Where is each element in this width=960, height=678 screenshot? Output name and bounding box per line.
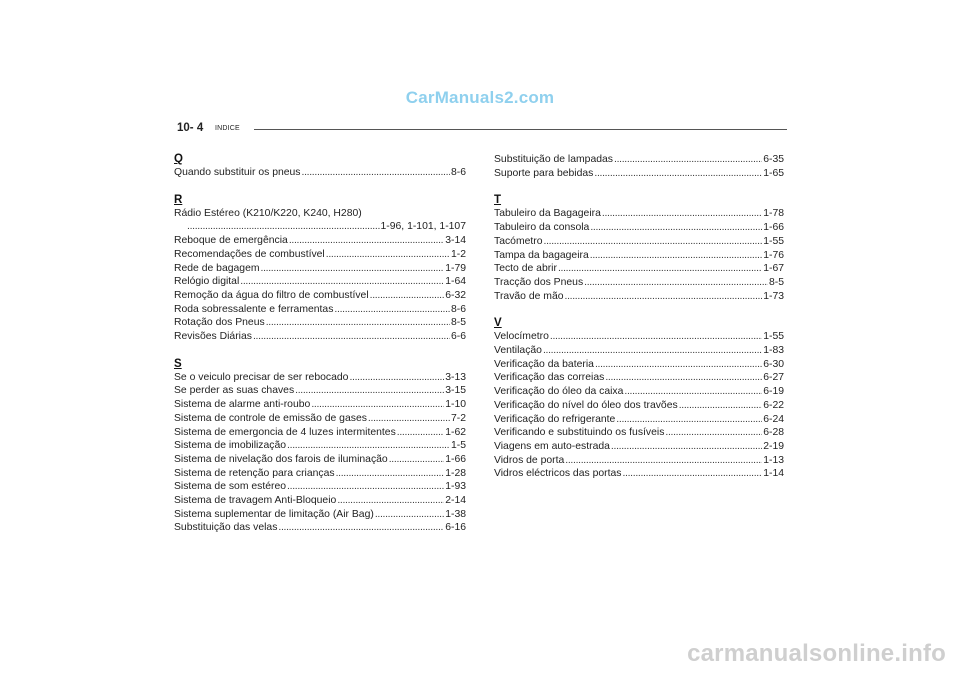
entry-title: Se perder as suas chaves — [174, 385, 295, 397]
entry-page-ref: 1-78 — [763, 208, 784, 220]
dot-leader — [311, 398, 444, 412]
dot-leader — [616, 413, 762, 427]
index-entry — [494, 276, 784, 290]
entry-page-ref: 1-55 — [763, 331, 784, 343]
index-entry — [494, 344, 784, 358]
entry-page-ref: 8-6 — [450, 167, 466, 178]
dot-leader — [368, 412, 450, 426]
index-entry — [174, 248, 466, 262]
entry-title: Tabuleiro da consola — [494, 222, 590, 234]
entry-page-ref: 3-14 — [445, 235, 466, 247]
entry-page-ref: 1-65 — [763, 167, 784, 179]
entry-page-ref: 6-16 — [445, 522, 466, 534]
index-entry — [494, 440, 784, 454]
entry-title: Remoção da água do filtro de combustível — [174, 289, 369, 301]
entry-title: Verificação do refrigerante — [494, 413, 616, 425]
entry-page-ref: 1-79 — [445, 262, 466, 274]
entry-page-ref: 2-19 — [763, 440, 784, 452]
entry-page-ref: 6-27 — [763, 372, 784, 384]
entry-title: Vidros eléctricos das portas — [494, 468, 622, 480]
entry-page-ref: 1-93 — [445, 481, 466, 493]
entry-title: Se o veiculo precisar de ser rebocado — [174, 371, 349, 383]
entry-page-ref: 2-14 — [445, 495, 466, 507]
entry-title: Ventilação — [494, 345, 542, 357]
entry-title: Sistema de travagem Anti-Bloqueio — [174, 495, 337, 507]
dot-leader — [665, 426, 762, 440]
entry-title: Reboque de emergência — [174, 235, 288, 247]
entry-title: Sistema de nivelação dos farois de iluminação — [174, 453, 388, 465]
dot-leader — [261, 262, 445, 276]
entry-page-ref: 1-73 — [763, 290, 784, 302]
watermark-bottom[interactable]: carmanualsonline.info — [687, 640, 946, 667]
dot-leader — [624, 385, 762, 399]
dot-leader — [595, 358, 762, 372]
dot-leader — [370, 289, 445, 303]
entry-title: Quando substituir os pneus — [174, 167, 301, 178]
entry-page-ref: 1-64 — [445, 276, 466, 288]
dot-leader — [266, 316, 450, 330]
entry-page-ref: 6-30 — [763, 358, 784, 370]
index-entry — [174, 220, 466, 234]
entry-title: Velocímetro — [494, 331, 549, 343]
dot-leader — [622, 467, 762, 481]
entry-title: Roda sobressalente e ferramentas — [174, 303, 334, 315]
entry-title: Verificação das correias — [494, 372, 605, 384]
entry-page-ref: 6-19 — [763, 386, 784, 398]
dot-leader — [611, 440, 762, 454]
dot-leader — [375, 508, 444, 522]
index-entry — [494, 235, 784, 249]
index-entry — [494, 262, 784, 276]
dot-leader — [287, 480, 444, 494]
dot-leader — [295, 384, 444, 398]
dot-leader — [543, 344, 762, 358]
entry-page-ref: 6-32 — [445, 289, 466, 301]
entry-page-ref: 1-66 — [763, 222, 784, 234]
index-group — [494, 194, 784, 303]
entry-title: Travão de mão — [494, 290, 564, 302]
entry-page-ref: 1-76 — [763, 249, 784, 261]
entry-page-ref: 1-38 — [445, 508, 466, 520]
dot-leader — [336, 467, 445, 481]
entry-title: Verificando e substituindo os fusíveis — [494, 427, 665, 439]
entry-page-ref: 1-28 — [445, 467, 466, 479]
entry-title: Relógio digital — [174, 276, 240, 288]
entry-title: Suporte para bebidas — [494, 167, 594, 179]
entry-title: Rede de bagagem — [174, 262, 260, 274]
index-letter-heading: Q — [174, 153, 183, 165]
dot-leader — [302, 166, 450, 180]
entry-page-ref: 1-14 — [763, 468, 784, 480]
entry-title: Verificação do nível do óleo dos travões — [494, 399, 678, 411]
index-entry — [494, 167, 784, 181]
dot-leader — [544, 235, 763, 249]
index-entry — [174, 398, 466, 412]
entry-page-ref: 1-83 — [763, 345, 784, 357]
entry-title: Vidros de porta — [494, 454, 565, 466]
entry-title: Substituição das velas — [174, 522, 278, 534]
dot-leader — [397, 426, 444, 440]
index-group — [494, 317, 784, 481]
dot-leader — [590, 249, 762, 263]
index-entry — [174, 303, 466, 317]
index-entry — [494, 358, 784, 372]
entry-title: Tampa da bagageira — [494, 249, 589, 261]
index-entry — [174, 207, 466, 221]
index-entry — [174, 384, 466, 398]
index-group — [174, 358, 466, 535]
index-letter-heading: T — [494, 194, 502, 207]
entry-title: Sistema de imobilização — [174, 440, 287, 452]
entry-title: Sistema suplementar de limitação (Air Bag) — [174, 508, 374, 520]
entry-title: Rotação dos Pneus — [174, 317, 265, 329]
index-entry — [174, 439, 466, 453]
entry-title: Recomendações de combustível — [174, 248, 325, 260]
index-entry — [494, 290, 784, 304]
index-entry — [494, 371, 784, 385]
index-entry — [174, 412, 466, 426]
entry-page-ref: 1-67 — [763, 263, 784, 275]
entry-page-ref: 6-28 — [763, 427, 784, 439]
index-entry — [174, 480, 466, 494]
entry-title: Substituição de lampadas — [494, 154, 613, 165]
index-column-right — [494, 153, 784, 495]
entry-title: Tabuleiro da Bagageira — [494, 208, 601, 220]
index-entry — [174, 371, 466, 385]
index-entry — [174, 453, 466, 467]
index-entry — [174, 467, 466, 481]
entry-title: Revisões Diárias — [174, 331, 252, 343]
entry-page-ref: 8-6 — [450, 303, 466, 315]
index-entry — [174, 166, 466, 180]
index-entry — [494, 385, 784, 399]
index-entry — [174, 330, 466, 344]
entry-page-ref: 8-5 — [450, 317, 466, 329]
entry-page-ref: 1-2 — [450, 248, 466, 260]
entry-title: Sistema de alarme anti-roubo — [174, 399, 311, 411]
index-letter-heading: R — [174, 193, 183, 206]
entry-page-ref: 6-22 — [763, 399, 784, 411]
dot-leader — [349, 371, 444, 385]
index-entry — [494, 330, 784, 344]
index-group — [174, 153, 466, 180]
dot-leader — [590, 221, 762, 235]
index-entry — [174, 521, 466, 535]
dot-leader — [605, 371, 762, 385]
index-entry — [174, 289, 466, 303]
entry-page-ref: 8-5 — [768, 276, 784, 288]
entry-title: Rádio Estéreo (K210/K220, K240, H280) — [174, 207, 362, 219]
dot-leader — [565, 290, 763, 304]
index-entry — [174, 234, 466, 248]
page-header — [177, 120, 787, 138]
entry-page-ref: 6-35 — [763, 154, 784, 165]
dot-leader — [602, 207, 762, 221]
dot-leader — [334, 303, 450, 317]
entry-page-ref: 1-13 — [763, 454, 784, 466]
entry-page-ref: 1-5 — [450, 440, 466, 452]
entry-page-ref: 1-10 — [445, 399, 466, 411]
entry-page-ref: 7-2 — [450, 412, 466, 424]
index-entry — [494, 413, 784, 427]
entry-page-ref: 6-6 — [450, 331, 466, 343]
index-entry — [494, 249, 784, 263]
entry-title: Sistema de emergoncia de 4 luzes intermitentes — [174, 426, 396, 438]
dot-leader — [287, 439, 450, 453]
dot-leader — [594, 167, 762, 181]
dot-leader — [337, 494, 444, 508]
index-entry — [174, 426, 466, 440]
dot-leader — [187, 220, 380, 234]
index-entry — [494, 454, 784, 468]
watermark-top[interactable]: CarManuals2.com — [405, 88, 555, 107]
index-entry — [174, 508, 466, 522]
entry-title: Sistema de controle de emissão de gases — [174, 412, 367, 424]
index-entry — [494, 221, 784, 235]
index-entry — [494, 399, 784, 413]
entry-page-ref: 6-24 — [763, 413, 784, 425]
dot-leader — [679, 399, 763, 413]
entry-page-ref: 3-15 — [445, 385, 466, 397]
index-entry — [174, 316, 466, 330]
dot-leader — [550, 330, 762, 344]
entry-title: Tecto de abrir — [494, 263, 557, 275]
entry-page-ref: 1-55 — [763, 235, 784, 247]
dot-leader — [278, 521, 444, 535]
entry-title: Tracção dos Pneus — [494, 276, 584, 288]
section-title: INDICE — [215, 125, 240, 132]
page-number: 10- 4 — [177, 122, 204, 134]
dot-leader — [558, 262, 762, 276]
index-entry — [494, 467, 784, 481]
index-entry — [174, 494, 466, 508]
dot-leader — [326, 248, 450, 262]
dot-leader — [240, 275, 444, 289]
index-group — [494, 153, 784, 180]
entry-title: Verificação do óleo da caixa — [494, 386, 624, 398]
index-entry — [174, 262, 466, 276]
index-entry — [494, 153, 784, 167]
header-rule — [254, 129, 787, 130]
dot-leader — [253, 330, 450, 344]
index-entry — [494, 207, 784, 221]
entry-title: Sistema de som estéreo — [174, 481, 287, 493]
index-entry — [174, 275, 466, 289]
entry-page-ref: 3-13 — [445, 371, 466, 383]
dot-leader — [389, 453, 444, 467]
entry-page-ref: 1-66 — [445, 453, 466, 465]
entry-title: Tacómetro — [494, 235, 543, 247]
dot-leader — [584, 276, 768, 290]
dot-leader — [565, 454, 762, 468]
entry-page-ref: 1-96, 1-101, 1-107 — [380, 221, 466, 233]
dot-leader — [289, 234, 444, 248]
index-letter-heading: S — [174, 357, 182, 370]
entry-title: Viagens em auto-estrada — [494, 440, 610, 452]
index-entry — [494, 426, 784, 440]
index-letter-heading: V — [494, 317, 502, 330]
entry-title: Sistema de retenção para crianças — [174, 467, 335, 479]
entry-title: Verificação da bateria — [494, 358, 594, 370]
index-column-left — [174, 153, 466, 549]
entry-page-ref: 1-62 — [445, 426, 466, 438]
index-group — [174, 194, 466, 344]
dot-leader — [614, 153, 762, 167]
